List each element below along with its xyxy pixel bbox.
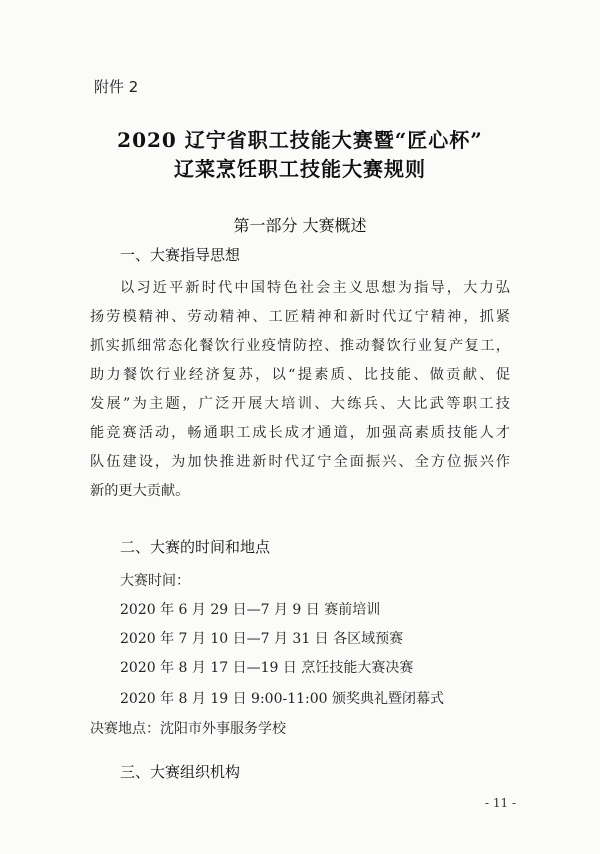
schedule-item: 2020 年 6 月 29 日—7 月 9 日 赛前培训 xyxy=(120,602,381,618)
paragraph-line: 以习近平新时代中国特色社会主义思想为指导，大力弘 xyxy=(120,280,510,296)
document-title-line1: 2020 辽宁省职工技能大赛暨“匠心杯” xyxy=(117,128,483,152)
part-heading: 第一部分 大赛概述 xyxy=(233,216,367,235)
schedule-item: 2020 年 8 月 17 日—19 日 烹饪技能大赛决赛 xyxy=(120,660,414,676)
time-label: 大赛时间： xyxy=(120,573,190,589)
paragraph-line: 助力餐饮行业经济复苏，以“提素质、比技能、做贡献、促 xyxy=(90,367,510,383)
section-heading-time-and-place: 二、大赛的时间和地点 xyxy=(120,538,271,556)
paragraph-line: 新的更大贡献。 xyxy=(90,483,190,499)
section-heading-organization: 三、大赛组织机构 xyxy=(120,763,241,781)
schedule-item: 2020 年 7 月 10 日—7 月 31 日 各区域预赛 xyxy=(120,631,404,647)
schedule-item: 2020 年 8 月 19 日 9:00-11:00 颁奖典礼暨闭幕式 xyxy=(120,691,445,707)
guiding-ideology-paragraph xyxy=(90,274,510,506)
paragraph-line: 队伍建设，为加快推进新时代辽宁全面振兴、全方位振兴作 xyxy=(90,454,510,470)
section-heading-guiding-ideology: 一、大赛指导思想 xyxy=(120,246,241,264)
page-number: - 11 - xyxy=(484,796,516,810)
document-title-line2: 辽菜烹饪职工技能大赛规则 xyxy=(174,157,426,181)
paragraph-line: 扬劳模精神、劳动精神、工匠精神和新时代辽宁精神，抓紧 xyxy=(90,309,510,325)
paragraph-line: 发展”为主题，广泛开展大培训、大练兵、大比武等职工技 xyxy=(90,396,510,412)
paragraph-line: 抓实抓细常态化餐饮行业疫情防控、推动餐饮行业复产复工， xyxy=(90,338,510,354)
venue-text: 决赛地点：沈阳市外事服务学校 xyxy=(90,721,286,737)
paragraph-line: 能竞赛活动，畅通职工成长成才通道，加强高素质技能人才 xyxy=(90,425,510,441)
attachment-label: 附件 2 xyxy=(94,78,139,96)
